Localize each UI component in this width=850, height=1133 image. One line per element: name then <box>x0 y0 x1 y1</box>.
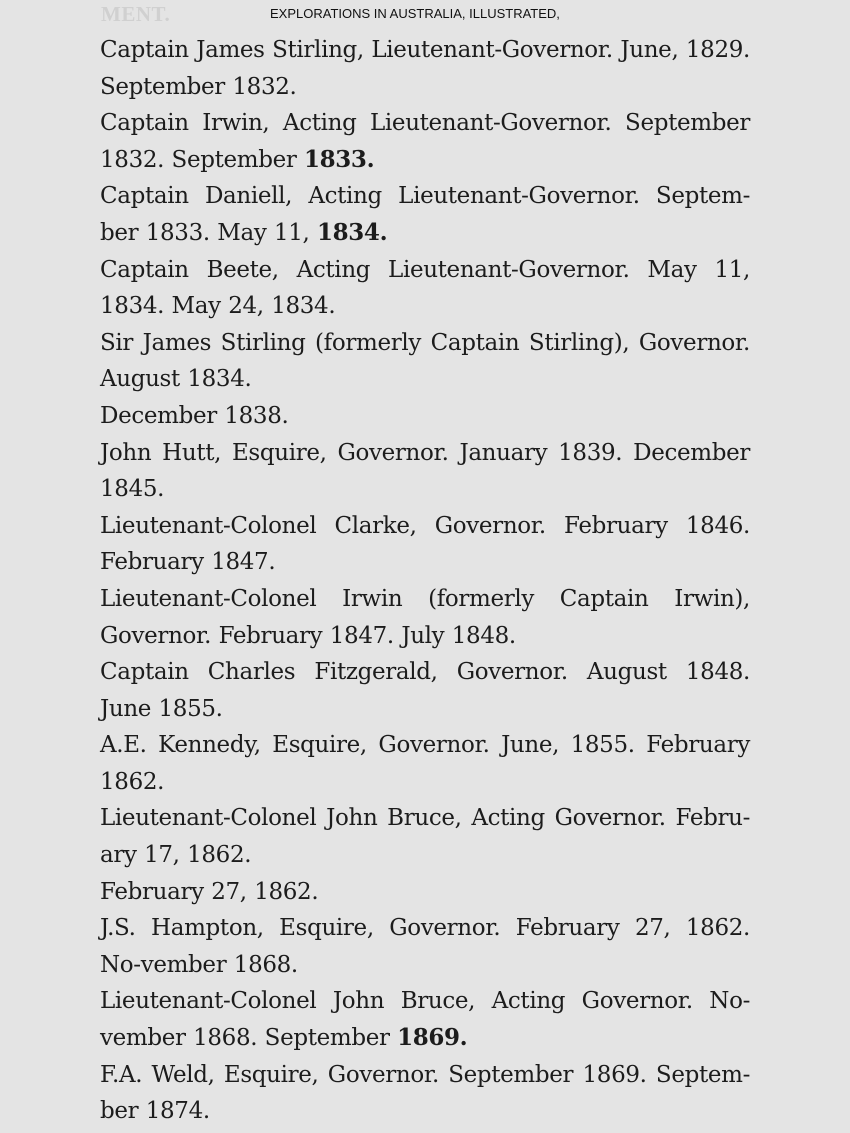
entry-text: Lieutenant-Colonel Clarke, Governor. February 1846. February 1847. <box>100 512 750 576</box>
entry-text: John Hutt, Esquire, Governor. January 1839. December 1845. <box>100 439 750 503</box>
list-entry <box>100 325 750 398</box>
list-entry <box>100 581 750 654</box>
running-head: EXPLORATIONS IN AUSTRALIA, ILLUSTRATED, <box>270 6 560 21</box>
bleed-through-text: MENT. <box>101 2 171 26</box>
entry-bold-year: 1833. <box>303 145 375 173</box>
entry-text: Captain Daniell, Acting Lieutenant-Governor. Septem-ber 1833. May 11, <box>100 183 750 246</box>
entry-text: F.A. Weld, Esquire, Governor. September 1869. Septem-ber 1874. <box>100 1061 750 1125</box>
list-entry <box>100 874 750 911</box>
list-entry <box>100 654 750 727</box>
entry-text: December 1838. <box>100 402 289 429</box>
list-entry <box>100 508 750 581</box>
list-entry <box>100 800 750 873</box>
entry-text: February 27, 1862. <box>100 878 319 905</box>
list-entry <box>100 398 750 435</box>
entry-text: Captain Irwin, Acting Lieutenant-Governor. September 1832. September <box>100 110 750 173</box>
entry-text: Lieutenant-Colonel Irwin (formerly Captain Irwin), Governor. February 1847. July 1848. <box>100 585 750 649</box>
entry-text: J.S. Hampton, Esquire, Governor. February 27, 1862. No-vember 1868. <box>100 915 750 978</box>
entry-text: Sir James Stirling (formerly Captain Stirling), Governor. August 1834. <box>100 329 750 393</box>
list-entry <box>100 32 750 105</box>
list-entry <box>100 727 750 800</box>
list-entry <box>100 252 750 325</box>
list-entry <box>100 983 750 1056</box>
list-entry <box>100 435 750 508</box>
list-entry <box>100 910 750 983</box>
entry-text: Captain Charles Fitzgerald, Governor. August 1848. June 1855. <box>100 659 750 722</box>
list-entry <box>100 105 750 178</box>
governor-list <box>100 32 750 1130</box>
list-entry <box>100 178 750 251</box>
entry-text: A.E. Kennedy, Esquire, Governor. June, 1855. February 1862. <box>100 732 750 795</box>
entry-text: Lieutenant-Colonel John Bruce, Acting Governor. Febru-ary 17, 1862. <box>100 805 750 869</box>
entry-text: Captain Beete, Acting Lieutenant-Governor. May 11, 1834. May 24, 1834. <box>100 256 750 320</box>
entry-bold-year: 1869. <box>397 1024 468 1052</box>
entry-bold-year: 1834. <box>316 218 388 246</box>
entry-text: Captain James Stirling, Lieutenant-Governor. June, 1829. September 1832. <box>100 37 750 100</box>
entry-text: Lieutenant-Colonel John Bruce, Acting Governor. No-vember 1868. September <box>100 988 750 1052</box>
list-entry <box>100 1057 750 1130</box>
